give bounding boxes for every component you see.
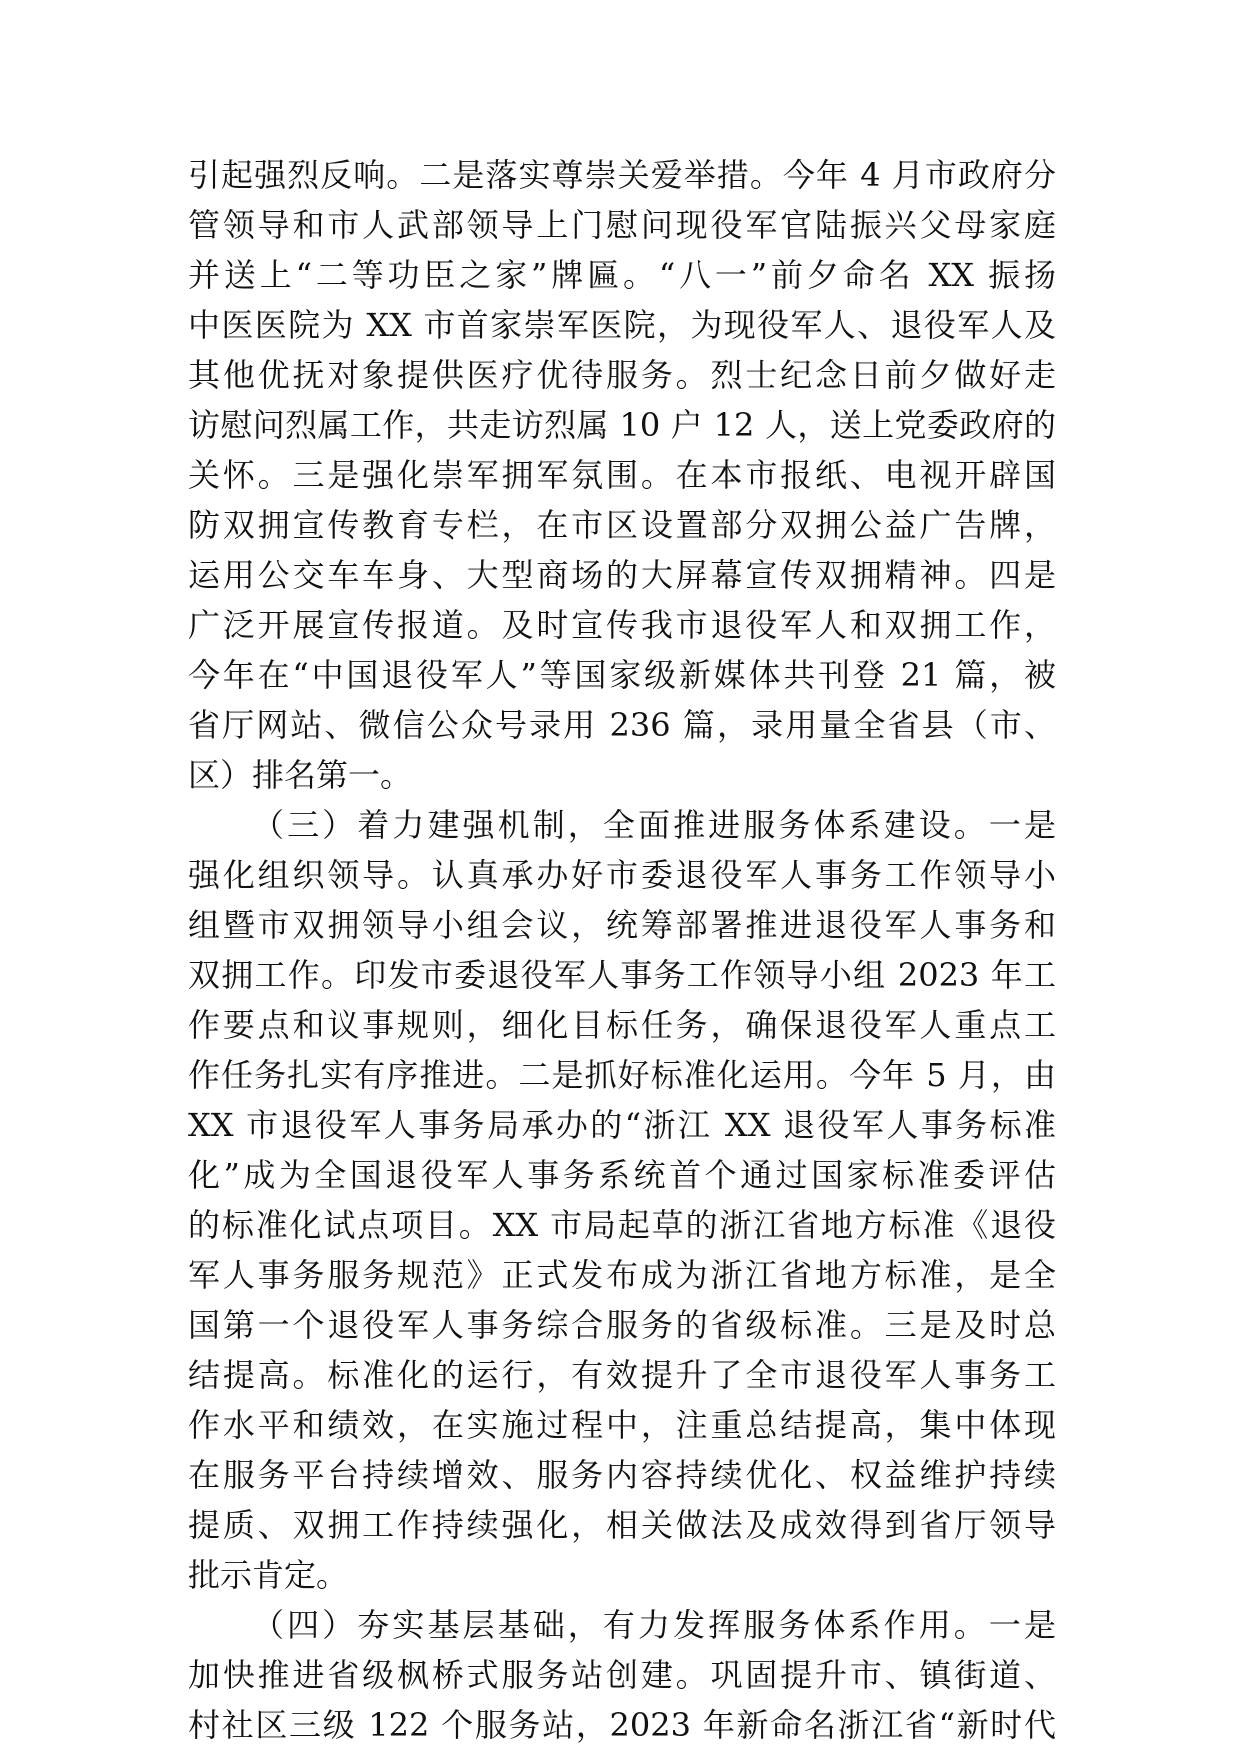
text-line: 加快推进省级枫桥式服务站创建。巩固提升市、镇街道、	[188, 1656, 1056, 1694]
text-line: 村社区三级 122 个服务站，2023 年新命名浙江省“新时代	[188, 1706, 1056, 1744]
text-line: 省厅网站、微信公众号录用 236 篇，录用量全省县（市、	[188, 706, 1056, 744]
text-line: 今年在“中国退役军人”等国家级新媒体共刊登 21 篇，被	[188, 656, 1056, 694]
text-line: 并送上“二等功臣之家”牌匾。“八一”前夕命名 XX 振扬	[188, 256, 1056, 294]
text-line: 提质、双拥工作持续强化，相关做法及成效得到省厅领导	[188, 1506, 1056, 1544]
text-line: 管领导和市人武部领导上门慰问现役军官陆振兴父母家庭	[188, 206, 1056, 244]
text-line: 批示肯定。	[188, 1556, 349, 1594]
paragraph-heading-line: （三）着力建强机制，全面推进服务体系建设。一是	[252, 806, 1056, 844]
text-line: 作任务扎实有序推进。二是抓好标准化运用。今年 5 月，由	[188, 1056, 1056, 1094]
text-line: XX 市退役军人事务局承办的“浙江 XX 退役军人事务标准	[188, 1106, 1056, 1144]
text-line: 引起强烈反响。二是落实尊崇关爱举措。今年 4 月市政府分	[188, 156, 1056, 194]
text-line: 防双拥宣传教育专栏，在市区设置部分双拥公益广告牌，	[188, 506, 1056, 544]
text-line: 结提高。标准化的运行，有效提升了全市退役军人事务工	[188, 1356, 1056, 1394]
text-line: 双拥工作。印发市委退役军人事务工作领导小组 2023 年工	[188, 956, 1056, 994]
text-line: 在服务平台持续增效、服务内容持续优化、权益维护持续	[188, 1456, 1056, 1494]
text-line: 访慰问烈属工作，共走访烈属 10 户 12 人，送上党委政府的	[188, 406, 1056, 444]
paragraph-heading-line: （四）夯实基层基础，有力发挥服务体系作用。一是	[252, 1606, 1056, 1644]
text-line: 组暨市双拥领导小组会议，统筹部署推进退役军人事务和	[188, 906, 1056, 944]
text-line: 军人事务服务规范》正式发布成为浙江省地方标准，是全	[188, 1256, 1056, 1294]
text-line: 其他优抚对象提供医疗优待服务。烈士纪念日前夕做好走	[188, 356, 1056, 394]
text-line: 作水平和绩效，在实施过程中，注重总结提高，集中体现	[188, 1406, 1056, 1444]
text-line: 国第一个退役军人事务综合服务的省级标准。三是及时总	[188, 1306, 1056, 1344]
text-line: 中医医院为 XX 市首家崇军医院，为现役军人、退役军人及	[188, 306, 1056, 344]
text-line: 区）排名第一。	[188, 756, 413, 794]
text-line: 广泛开展宣传报道。及时宣传我市退役军人和双拥工作，	[188, 606, 1056, 644]
text-line: 关怀。三是强化崇军拥军氛围。在本市报纸、电视开辟国	[188, 456, 1056, 494]
text-line: 强化组织领导。认真承办好市委退役军人事务工作领导小	[188, 856, 1056, 894]
text-line: 作要点和议事规则，细化目标任务，确保退役军人重点工	[188, 1006, 1056, 1044]
text-line: 运用公交车车身、大型商场的大屏幕宣传双拥精神。四是	[188, 556, 1056, 594]
text-line: 化”成为全国退役军人事务系统首个通过国家标准委评估	[188, 1156, 1056, 1194]
document-body	[188, 150, 1056, 1750]
text-line: 的标准化试点项目。XX 市局起草的浙江省地方标准《退役	[188, 1206, 1056, 1244]
